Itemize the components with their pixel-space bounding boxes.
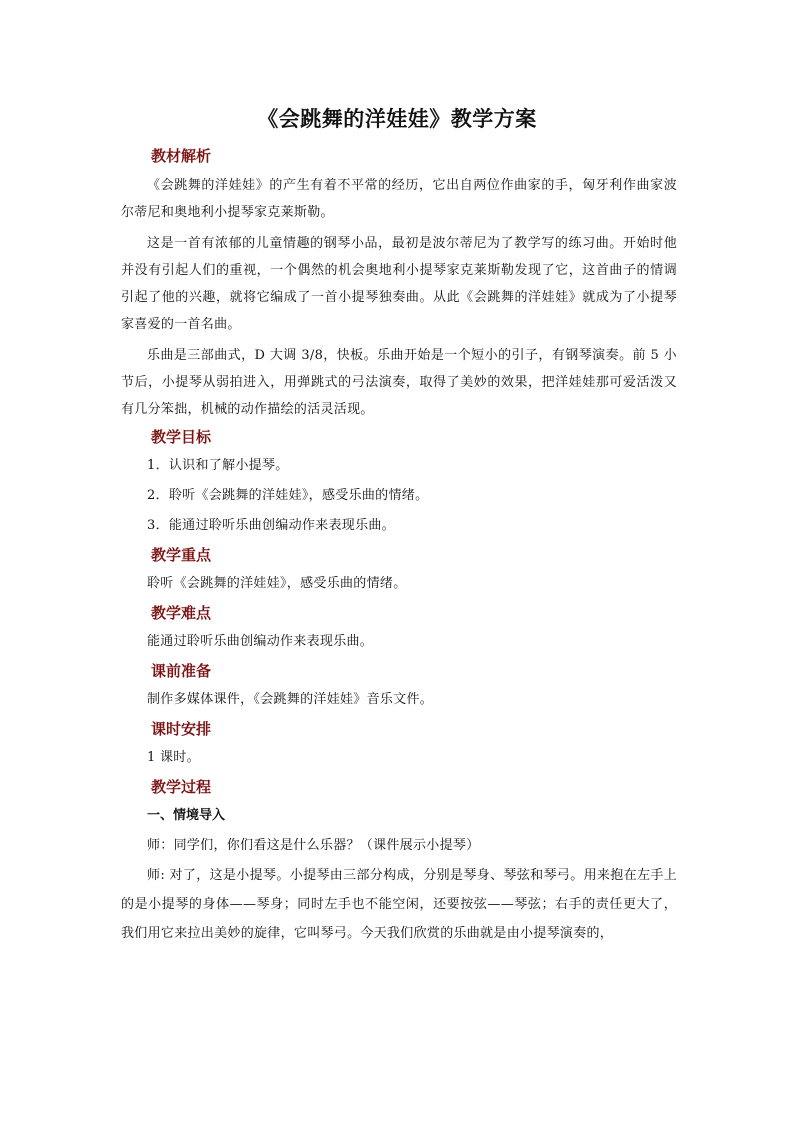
section-analysis: [121, 142, 677, 423]
process-subheading: 一、情境导入: [147, 808, 226, 823]
section-heading-schedule: 课时安排: [151, 720, 212, 738]
difficulty-text: 能通过聆听乐曲创编动作来表现乐曲。: [147, 634, 374, 649]
goal-item-3: 3．能通过聆听乐曲创编动作来表现乐曲。: [147, 518, 395, 533]
process-line-1: 师：同学们，你们看这是什么乐器？（课件展示小提琴）: [147, 838, 480, 853]
section-heading-preparation: 课前准备: [151, 662, 212, 680]
analysis-paragraph-2: 这是一首有浓郁的儿童情趣的钢琴小品，最初是波尔蒂尼为了教学写的练习曲。开始时他并没有引起人们的重视，一个偶然的机会奥地利小提琴家克莱斯勒发现了它，这首曲子的情调引起了他的兴趣，就将它编成了一首小提琴独奏曲。从此《会跳舞的洋娃娃》就成为了小提琴家喜爱的一首名曲。: [121, 236, 677, 332]
schedule-text: 1 课时。: [147, 750, 200, 765]
section-preparation: [121, 657, 677, 715]
keypoint-text: 聆听《会跳舞的洋娃娃》，感受乐曲的情绪。: [147, 576, 407, 591]
process-line-2: 师: 对了，这是小提琴。小提琴由三部分构成，分别是琴身、琴弦和琴弓。用来抱在左手上的是小提琴的身体——琴身；同时左手也不能空闲，还要按弦——琴弦；右手的责任更大了，我们用它来拉出美妙的旋律，它叫琴弓。今天我们欣赏的乐曲就是由小提琴演奏的，: [121, 868, 677, 941]
document-body: [121, 142, 677, 948]
preparation-text: 制作多媒体课件，《会跳舞的洋娃娃》音乐文件。: [147, 692, 434, 707]
section-heading-goals: 教学目标: [151, 428, 212, 446]
document-title: 《会跳舞的洋娃娃》教学方案: [257, 106, 537, 131]
section-heading-keypoint: 教学重点: [151, 546, 212, 564]
section-process: [121, 773, 677, 948]
section-heading-analysis: 教材解析: [151, 147, 212, 165]
section-keypoint: [121, 541, 677, 599]
analysis-paragraph-3: 乐曲是三部曲式，D 大调 3/8，快板。乐曲开始是一个短小的引子，有钢琴演奏。前 5 小节后，小提琴从弱拍进入，用弹跳式的弓法演奏，取得了美妙的效果，把洋娃娃那可爱活泼又有几分笨拙，机械的动作描绘的活灵活现。: [121, 348, 677, 417]
goal-item-2: 2．聆听《会跳舞的洋娃娃》，感受乐曲的情绪。: [147, 488, 429, 503]
analysis-paragraph-1: 《会跳舞的洋娃娃》的产生有着不平常的经历，它出自两位作曲家的手，匈牙利作曲家波尔蒂尼和奥地利小提琴家克莱斯勒。: [121, 178, 677, 220]
section-heading-difficulty: 教学难点: [151, 604, 212, 622]
section-heading-process: 教学过程: [151, 778, 212, 796]
section-difficulty: [121, 599, 677, 657]
goal-item-1: 1．认识和了解小提琴。: [147, 458, 289, 473]
section-goals: [121, 423, 677, 541]
section-schedule: [121, 715, 677, 773]
